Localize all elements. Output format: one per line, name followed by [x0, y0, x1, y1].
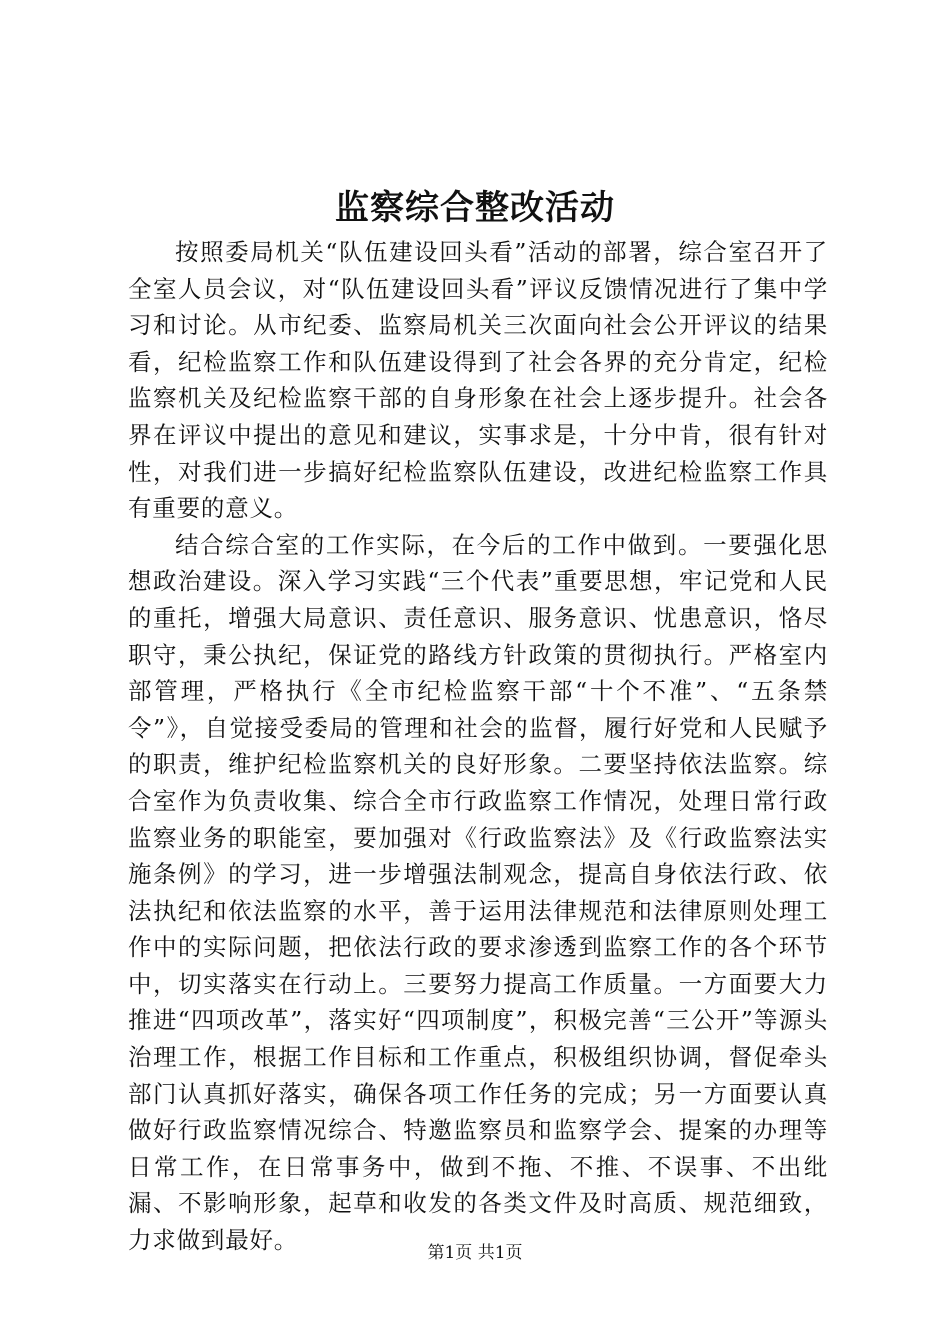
paragraph-2: 结合综合室的工作实际，在今后的工作中做到。一要强化思想政治建设。深入学习实践“三个代表”重要思想，牢记党和人民的重托，增强大局意识、责任意识、服务意识、忧患意识，恪尽职守，秉公执纪，保证党的路线方针政策的贯彻执行。严格室内部管理，严格执行《全市纪检监察干部“十个不准”、“五条禁令”》，自觉接受委局的管理和社会的监督，履行好党和人民赋予的职责，维护纪检监察机关的良好形象。二要坚持依法监察。综合室作为负责收集、综合全市行政监察工作情况，处理日常行政监察业务的职能室，要加强对《行政监察法》及《行政监察法实施条例》的学习，进一步增强法制观念，提高自身依法行政、依法执纪和依法监察的水平，善于运用法律规范和法律原则处理工作中的实际问题，把依法行政的要求渗透到监察工作的各个环节中，切实落实在行动上。三要努力提高工作质量。一方面要大力推进“四项改革”，落实好“四项制度”，积极完善“三公开”等源头治理工作，根据工作目标和工作重点，积极组织协调，督促牵头部门认真抓好落实，确保各项工作任务的完成；另一方面要认真做好行政监察情况综合、特邀监察员和监察学会、提案的办理等日常工作，在日常事务中，做到不拖、不推、不误事、不出纰漏、不影响形象，起草和收发的各类文件及时高质、规范细致，力求做到最好。: [128, 530, 828, 1255]
paragraph-1: 按照委局机关“队伍建设回头看”活动的部署，综合室召开了全室人员会议，对“队伍建设回头看”评议反馈情况进行了集中学习和讨论。从市纪委、监察局机关三次面向社会公开评议的结果看，纪检监察工作和队伍建设得到了社会各界的充分肯定，纪检监察机关及纪检监察干部的自身形象在社会上逐步提升。社会各界在评议中提出的意见和建议，实事求是，十分中肯，很有针对性，对我们进一步搞好纪检监察队伍建设，改进纪检监察工作具有重要的意义。: [128, 238, 828, 523]
document-title: 监察综合整改活动: [335, 188, 615, 228]
page-number-footer: 第1页 共1页: [427, 1243, 523, 1263]
document-body: [128, 234, 828, 1259]
